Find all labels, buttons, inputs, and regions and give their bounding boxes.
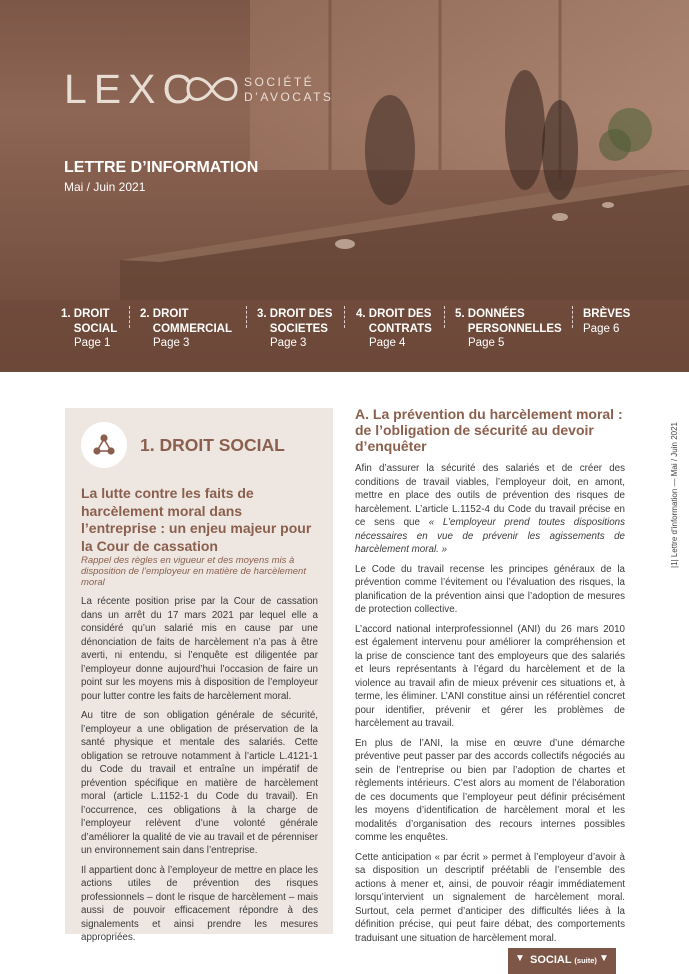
page-side-label: |1| Lettre d’information — Mai / Juin 2021 xyxy=(670,421,679,568)
article-paragraph: Le Code du travail recense les principes généraux de la prévention comme l’évitement ou l’évaluation des risques, la planification de la prévention ainsi que l’adoption de mesures de protection collective. xyxy=(355,563,625,615)
nav-divider xyxy=(129,306,130,328)
nav-item-label: 4. DROIT DES CONTRATS xyxy=(356,308,432,335)
nav-divider xyxy=(344,306,345,328)
nav-item-page: Page 5 xyxy=(468,337,505,349)
social-continued-button[interactable] xyxy=(508,948,616,974)
nav-item-label: BRÈVES xyxy=(583,308,631,320)
nav-item-droit-des-societes[interactable] xyxy=(257,307,332,351)
nav-item-page: Page 1 xyxy=(74,337,111,349)
nav-item-droit-social[interactable] xyxy=(61,307,117,351)
nav-item-label: 1. DROIT SOCIAL xyxy=(61,308,118,335)
article-title: La lutte contre les faits de harcèlement moral dans l’entreprise : un enjeu majeur pour la Cour de cassation xyxy=(81,485,312,554)
article-subtitle: Rappel des règles en vigueur et des moyens mis à disposition de l’employeur en matière de harcèlement moral xyxy=(81,555,306,588)
droit-social-panel xyxy=(65,408,333,943)
nav-item-page: Page 3 xyxy=(270,337,307,349)
article-paragraph xyxy=(355,462,625,557)
nav-item-label: 2. DROIT COMMERCIAL xyxy=(140,308,232,335)
nav-divider xyxy=(246,306,247,328)
code-quote: « L’employeur prend toutes dispositions nécessaires en vue de prévenir les agissements de harcèlement moral. » xyxy=(355,517,625,555)
nav-item-breves[interactable] xyxy=(583,307,630,336)
logo-tagline-line1: SOCIÉTÉ xyxy=(244,75,315,89)
logo-wordmark: LEXC xyxy=(64,66,200,112)
article-paragraph: Il appartient donc à l’employeur de mettre en place les actions utiles de prévention des risques professionnels – dont le risque de harcèlement – mais aussi de pouvoir efficacement répondre à des signalements et ainsi prendre les mesures appropriées. xyxy=(81,864,318,943)
right-column-body xyxy=(355,462,625,951)
header-banner xyxy=(0,0,689,372)
section-title: 1. DROIT SOCIAL xyxy=(140,435,285,455)
newsletter-date: Mai / Juin 2021 xyxy=(64,180,146,194)
nav-divider xyxy=(572,306,573,328)
newsletter-title: LETTRE D’INFORMATION xyxy=(64,159,259,176)
triangle-down-icon: ▼ xyxy=(599,953,609,964)
logo-tagline xyxy=(244,75,333,105)
footer-label-suffix: (suite) xyxy=(574,956,597,965)
nav-item-droit-des-contrats[interactable] xyxy=(356,307,432,351)
nav-divider xyxy=(444,306,445,328)
nav-item-droit-commercial[interactable] xyxy=(140,307,232,351)
nav-item-page: Page 3 xyxy=(153,337,190,349)
footer-label-main: SOCIAL xyxy=(530,954,572,966)
article-paragraph: Au titre de son obligation générale de sécurité, l’employeur a une obligation de préservation de la santé physique et mentale des salariés. Cette obligation se retrouve notamment à l’article L.4121-1 du Code du travail et entraîne un impératif de prévention spécifique en matière de harcèlement moral (article L.1152-1 du Code du travail). En l’occurrence, ces obligations à la charge de l’employeur relèvent d’une volonté générale d’améliorer la qualité de vie au travail et de pérenniser un environnement sain dans l’entreprise. xyxy=(81,710,318,856)
article-paragraph: En plus de l’ANI, la mise en œuvre d’une démarche préventive peut passer par des accords collectifs négociés au sein de l’entreprise ou bien par l’adoption de chartes et règlements intérieurs. C’est alors au moment de l’élaboration de ces documents que l’employeur peut définir précisément les moyens d’identification de harcèlement moral et les modalités d’organisation des recours internes possibles comme les enquêtes. xyxy=(355,737,625,843)
triangle-down-icon: ▼ xyxy=(515,953,525,964)
nav-item-label: 5. DONNÉES PERSONNELLES xyxy=(455,308,562,335)
article-body xyxy=(81,595,318,951)
nav-item-page: Page 6 xyxy=(583,322,620,335)
paragraph-text: Afin d’assurer la sécurité des salariés et de créer des conditions de travail viables, l’employeur doit, en amont, mettre en place des outils de prévention des risques de harcèlement. L’article L.1152-4 du Code du travail précise en ce sens que xyxy=(355,463,625,528)
nav-item-page: Page 4 xyxy=(369,337,406,349)
footer-label xyxy=(530,954,597,966)
nav-item-label: 3. DROIT DES SOCIETES xyxy=(257,308,333,335)
subsection-title: A. La prévention du harcèlement moral : de l’obligation de sécurité au devoir d’enquêter xyxy=(355,406,623,454)
section-badge xyxy=(81,422,127,468)
nav-item-donnees-personnelles[interactable] xyxy=(455,307,562,351)
article-paragraph: Cette anticipation « par écrit » permet à l’employeur d’avoir à sa disposition un descriptif préétabli de l’ensemble des actions à mener et, ainsi, de pouvoir réagir immédiatement lorsqu’intervient un signalement de harcèlement moral. Surtout, cela permet d’anticiper des difficultés liées à la définition précise, qui peut faire débat, des comportements traduisant une situation de harcèlement moral. xyxy=(355,851,625,944)
article-paragraph: L’accord national interprofessionnel (ANI) du 26 mars 2010 est également intervenu pour améliorer la compréhension et la prise de conscience tant des employeurs que des salariés et leurs représentants à l’égard du harcèlement et de la violence au travail afin de mieux prévenir ces situations et, à terme, les éliminer. L’ANI constitue ainsi un référentiel concret pour identifier, prévenir et gérer les problèmes de harcèlement au travail. xyxy=(355,623,625,729)
logo-tagline-line2: D’AVOCATS xyxy=(244,90,334,104)
article-paragraph: La récente position prise par la Cour de cassation dans un arrêt du 17 mars 2021 par lequel elle a considéré qu’un salarié mis en cause par une dénonciation de faits de harcèlement n’a pas à être averti, ni entendu, si l’enquête est diligentée par l’employeur donne aujourd’hui l’occasion de faire un point sur les moyens mis à disposition de l’employeur pour lutter contre les faits de harcèlement moral. xyxy=(81,596,318,702)
logo-loop-icon xyxy=(184,70,240,108)
network-icon xyxy=(81,422,127,468)
